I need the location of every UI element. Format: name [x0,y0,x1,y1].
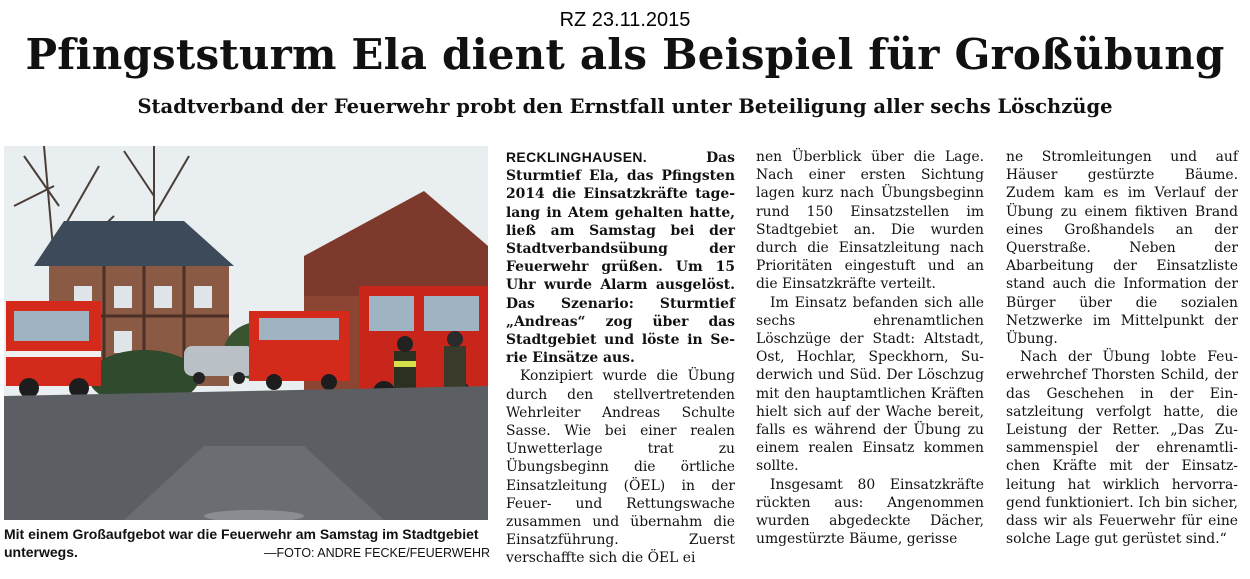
photo-caption [4,525,490,562]
article-lead-text: Das Sturmtief Ela, das Pfingsten 2014 die Einsatzkräfte tagelang in Atem gehalten hatte, ließ am Samstag bei der Stadtverbandsübung der Feuerwehr grüßen. Um 15 Uhr wurde Alarm ausgelöst. Das Szenario: Sturmtief „Andreas“ zog über das Stadtgebiet und löste in Serie Einsätze aus. [506,150,735,367]
subheadline: Stadtverband der Feuerwehr probt den Ernstfall unter Beteiligung aller sechs Löschzüge [137,95,1113,118]
article-paragraph: nen Überblick über die Lage. Nach einer ersten Sichtung lagen kurz nach Übungsbeginn rund 150 Einsatzstellen im Stadtgebiet an. Die wurden durch die Einsatzleitung nach Prioritäten eingestuft und an die Einsatzkräfte verteilt. [756,149,984,293]
article-paragraph: ne Stromleitungen und auf Häuser gestürzte Bäume. Zudem kam es im Verlauf der Übung zu einem fiktiven Brand eines Großhandels an der Querstraße. Neben der Abarbeitung der Einsatzliste stand auch die Information der Bürger über die sozialen Netzwerke im Mittelpunkt der Übung. [1006,149,1238,348]
article-photo [4,146,488,520]
article-place: RECKLINGHAUSEN. [506,149,648,165]
article-paragraph: Insgesamt 80 Einsatzkräfte rückten aus: Angenommen wurden abgedeckte Dächer, umgestürzte Bäume, gerisse [756,476,984,548]
article-column-1 [506,148,735,568]
article-column-2 [756,148,984,548]
caption-text: Mit einem Großaufgebot war die Feuerwehr am Samstag im Stadtgebiet unterwegs. [4,526,479,560]
photo-illustration [4,146,488,520]
dateline: RZ 23.11.2015 [559,9,691,31]
photo-credit: —FOTO: ANDRE FECKE/FEUERWEHR [264,546,490,560]
article-lead [506,148,735,367]
article-paragraph: Im Einsatz befanden sich alle sechs ehrenamtlichen Löschzüge der Stadt: Altstadt, Ost, Hochlar, Speckhorn, Suderwich und Süd. Der Löschzug mit den hauptamtlichen Kräften hielt sich auf der Wache bereit, falls es während der Übung zu einem realen Einsatz kommen sollte. [756,294,984,475]
article-paragraph: Konzipiert wurde die Übung durch den stellvertretenden Wehrleiter Andreas Schulte Sasse. Wie bei einer realen Unwetterlage trat zu Übungsbeginn die örtliche Einsatzleitung (ÖEL) in der Feuer- und Rettungswache zusammen und übernahm die Einsatzführung. Zuerst verschaffte sich die ÖEL ei [506,368,735,567]
article-column-3 [1006,148,1238,548]
headline: Pfingststurm Ela dient als Beispiel für Großübung [25,30,1225,79]
article-paragraph: Nach der Übung lobte Feuerwehrchef Thorsten Schild, der das Geschehen in der Einsatzleitung verfolgt hatte, die Leistung der Retter. „Das Zusammenspiel der ehrenamtlichen Kräfte mit der Einsatzleitung hat wirklich hervorragend funktioniert. Ich bin sicher, dass wir als Feuerwehr für eine solche Lage gut gerüstet sind.“ [1006,349,1238,548]
